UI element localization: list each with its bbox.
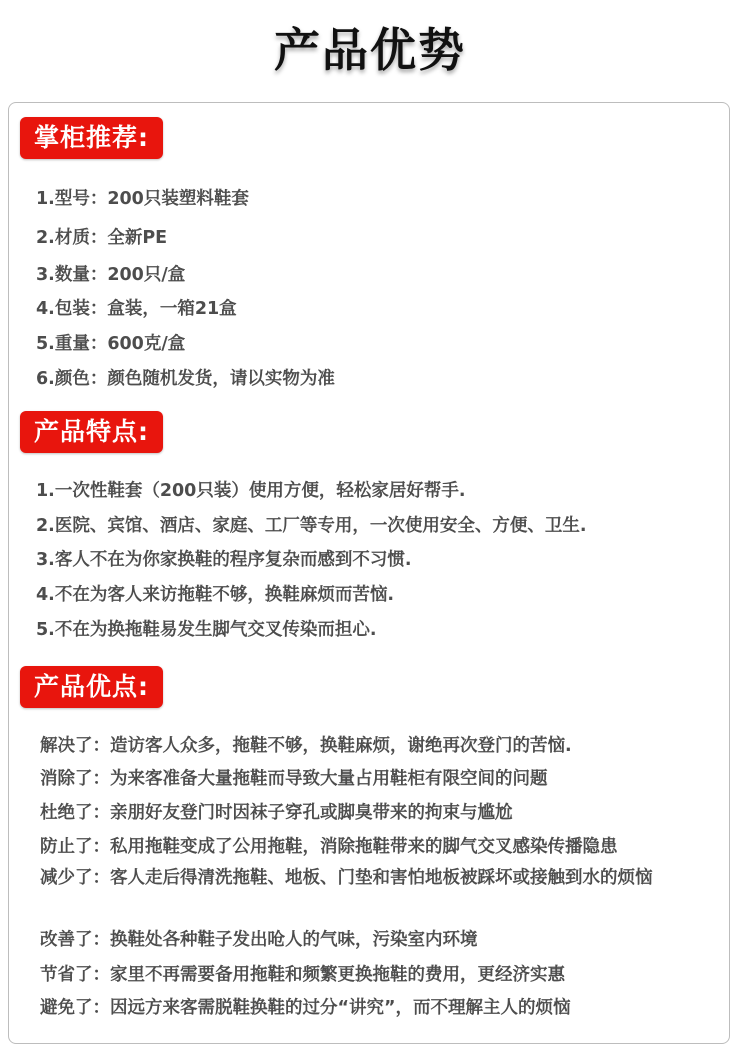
recommend-item-packaging: 4.包装：盒装，一箱21盒 (36, 299, 237, 319)
recommend-heading: 掌柜推荐: (20, 117, 163, 159)
feature-item: 2.医院、宾馆、酒店、家庭、工厂等专用，一次使用安全、方便、卫生. (36, 516, 587, 536)
recommend-item-weight: 5.重量：600克/盒 (36, 334, 186, 354)
advantage-item: 节省了：家里不再需要备用拖鞋和频繁更换拖鞋的费用，更经济实惠 (40, 965, 565, 985)
advantage-item: 解决了：造访客人众多，拖鞋不够，换鞋麻烦，谢绝再次登门的苦恼. (40, 736, 572, 756)
advantage-item: 减少了：客人走后得清洗拖鞋、地板、门垫和害怕地板被踩坏或接触到水的烦恼 (40, 868, 653, 888)
advantage-item: 杜绝了：亲朋好友登门时因袜子穿孔或脚臭带来的拘束与尴尬 (40, 803, 513, 823)
recommend-item-material: 2.材质：全新PE (36, 228, 168, 248)
advantages-heading: 产品优点: (20, 666, 163, 708)
advantage-item: 避免了：因远方来客需脱鞋换鞋的过分“讲究”，而不理解主人的烦恼 (40, 998, 571, 1018)
recommend-item-quantity: 3.数量：200只/盒 (36, 265, 186, 285)
advantage-item: 消除了：为来客准备大量拖鞋而导致大量占用鞋柜有限空间的问题 (40, 769, 548, 789)
recommend-item-model: 1.型号：200只装塑料鞋套 (36, 189, 249, 209)
recommend-item-color: 6.颜色：颜色随机发货，请以实物为准 (36, 369, 335, 389)
feature-item: 3.客人不在为你家换鞋的程序复杂而感到不习惯. (36, 550, 412, 570)
page-title: 产品优势 (274, 23, 466, 77)
feature-item: 4.不在为客人来访拖鞋不够，换鞋麻烦而苦恼. (36, 585, 394, 605)
features-heading: 产品特点: (20, 411, 163, 453)
advantage-item: 改善了：换鞋处各种鞋子发出呛人的气味，污染室内环境 (40, 930, 478, 950)
advantage-item: 防止了：私用拖鞋变成了公用拖鞋，消除拖鞋带来的脚气交叉感染传播隐患 (40, 837, 618, 857)
feature-item: 5.不在为换拖鞋易发生脚气交叉传染而担心. (36, 620, 377, 640)
feature-item: 1.一次性鞋套（200只装）使用方便，轻松家居好帮手. (36, 481, 466, 501)
